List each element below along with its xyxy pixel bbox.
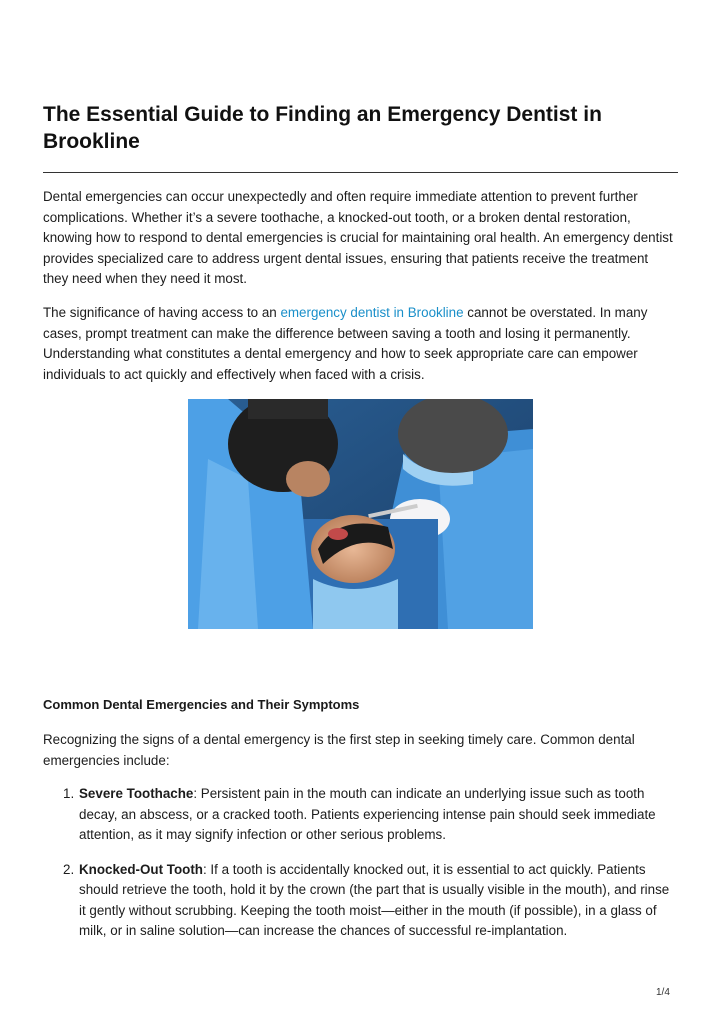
emergency-list xyxy=(43,784,673,942)
list-item-term: Knocked-Out Tooth xyxy=(79,861,203,877)
list-item-number: 2. xyxy=(63,861,75,877)
section-heading: Common Dental Emergencies and Their Symptoms xyxy=(43,697,360,712)
title-divider xyxy=(43,172,678,173)
page-number: 1/4 xyxy=(656,987,670,998)
page-title: The Essential Guide to Finding an Emergency Dentist in Brookline xyxy=(43,103,602,153)
intro-paragraph-2 xyxy=(43,303,673,385)
list-item-text: : Persistent pain in the mouth can indicate an underlying issue such as tooth decay, an abscess, or a cracked tooth. Patients experiencing intense pain should seek immediate attention, as it may signify infection or other serious problems. xyxy=(79,786,656,842)
intro-p2-text-after: cannot be overstated. In many cases, prompt treatment can make the difference between saving a tooth and losing it permanently. Understanding what constitutes a dental emergency and how to seek appropriate care can empower individuals to act quickly and effectively when faced with a crisis. xyxy=(43,305,648,382)
list-item-term: Severe Toothache xyxy=(79,786,194,801)
intro-paragraph-1: Dental emergencies can occur unexpectedly and often require immediate attention to prevent further complications. Whether it’s a severe toothache, a knocked-out tooth, or a broken dental restoration, knowing how to respond to dental emergencies is crucial for maintaining oral health. An emergency dentist provides specialized care to address urgent dental issues, ensuring that patients receive the treatment they need when they need it most. xyxy=(43,189,673,286)
list-item xyxy=(43,784,673,846)
intro-p2-text-before: The significance of having access to an xyxy=(43,305,281,320)
section-intro-paragraph: Recognizing the signs of a dental emergency is the first step in seeking timely care. Common dental emergencies include: xyxy=(43,732,635,768)
list-item xyxy=(43,860,673,942)
list-item-number: 1. xyxy=(63,786,75,801)
dentist-treating-patient-photo xyxy=(188,399,533,629)
emergency-dentist-link[interactable]: emergency dentist in Brookline xyxy=(280,305,464,320)
list-item-text: : If a tooth is accidentally knocked out, it is essential to act quickly. Patients should retrieve the tooth, hold it by the crown (the part that is usually visible in the mouth), and rinse it gently without scrubbing. Keeping the tooth moist—either in the mouth (if possible), in a glass of milk, or in saline solution—can increase the chances of successful re-implantation. xyxy=(79,861,670,938)
